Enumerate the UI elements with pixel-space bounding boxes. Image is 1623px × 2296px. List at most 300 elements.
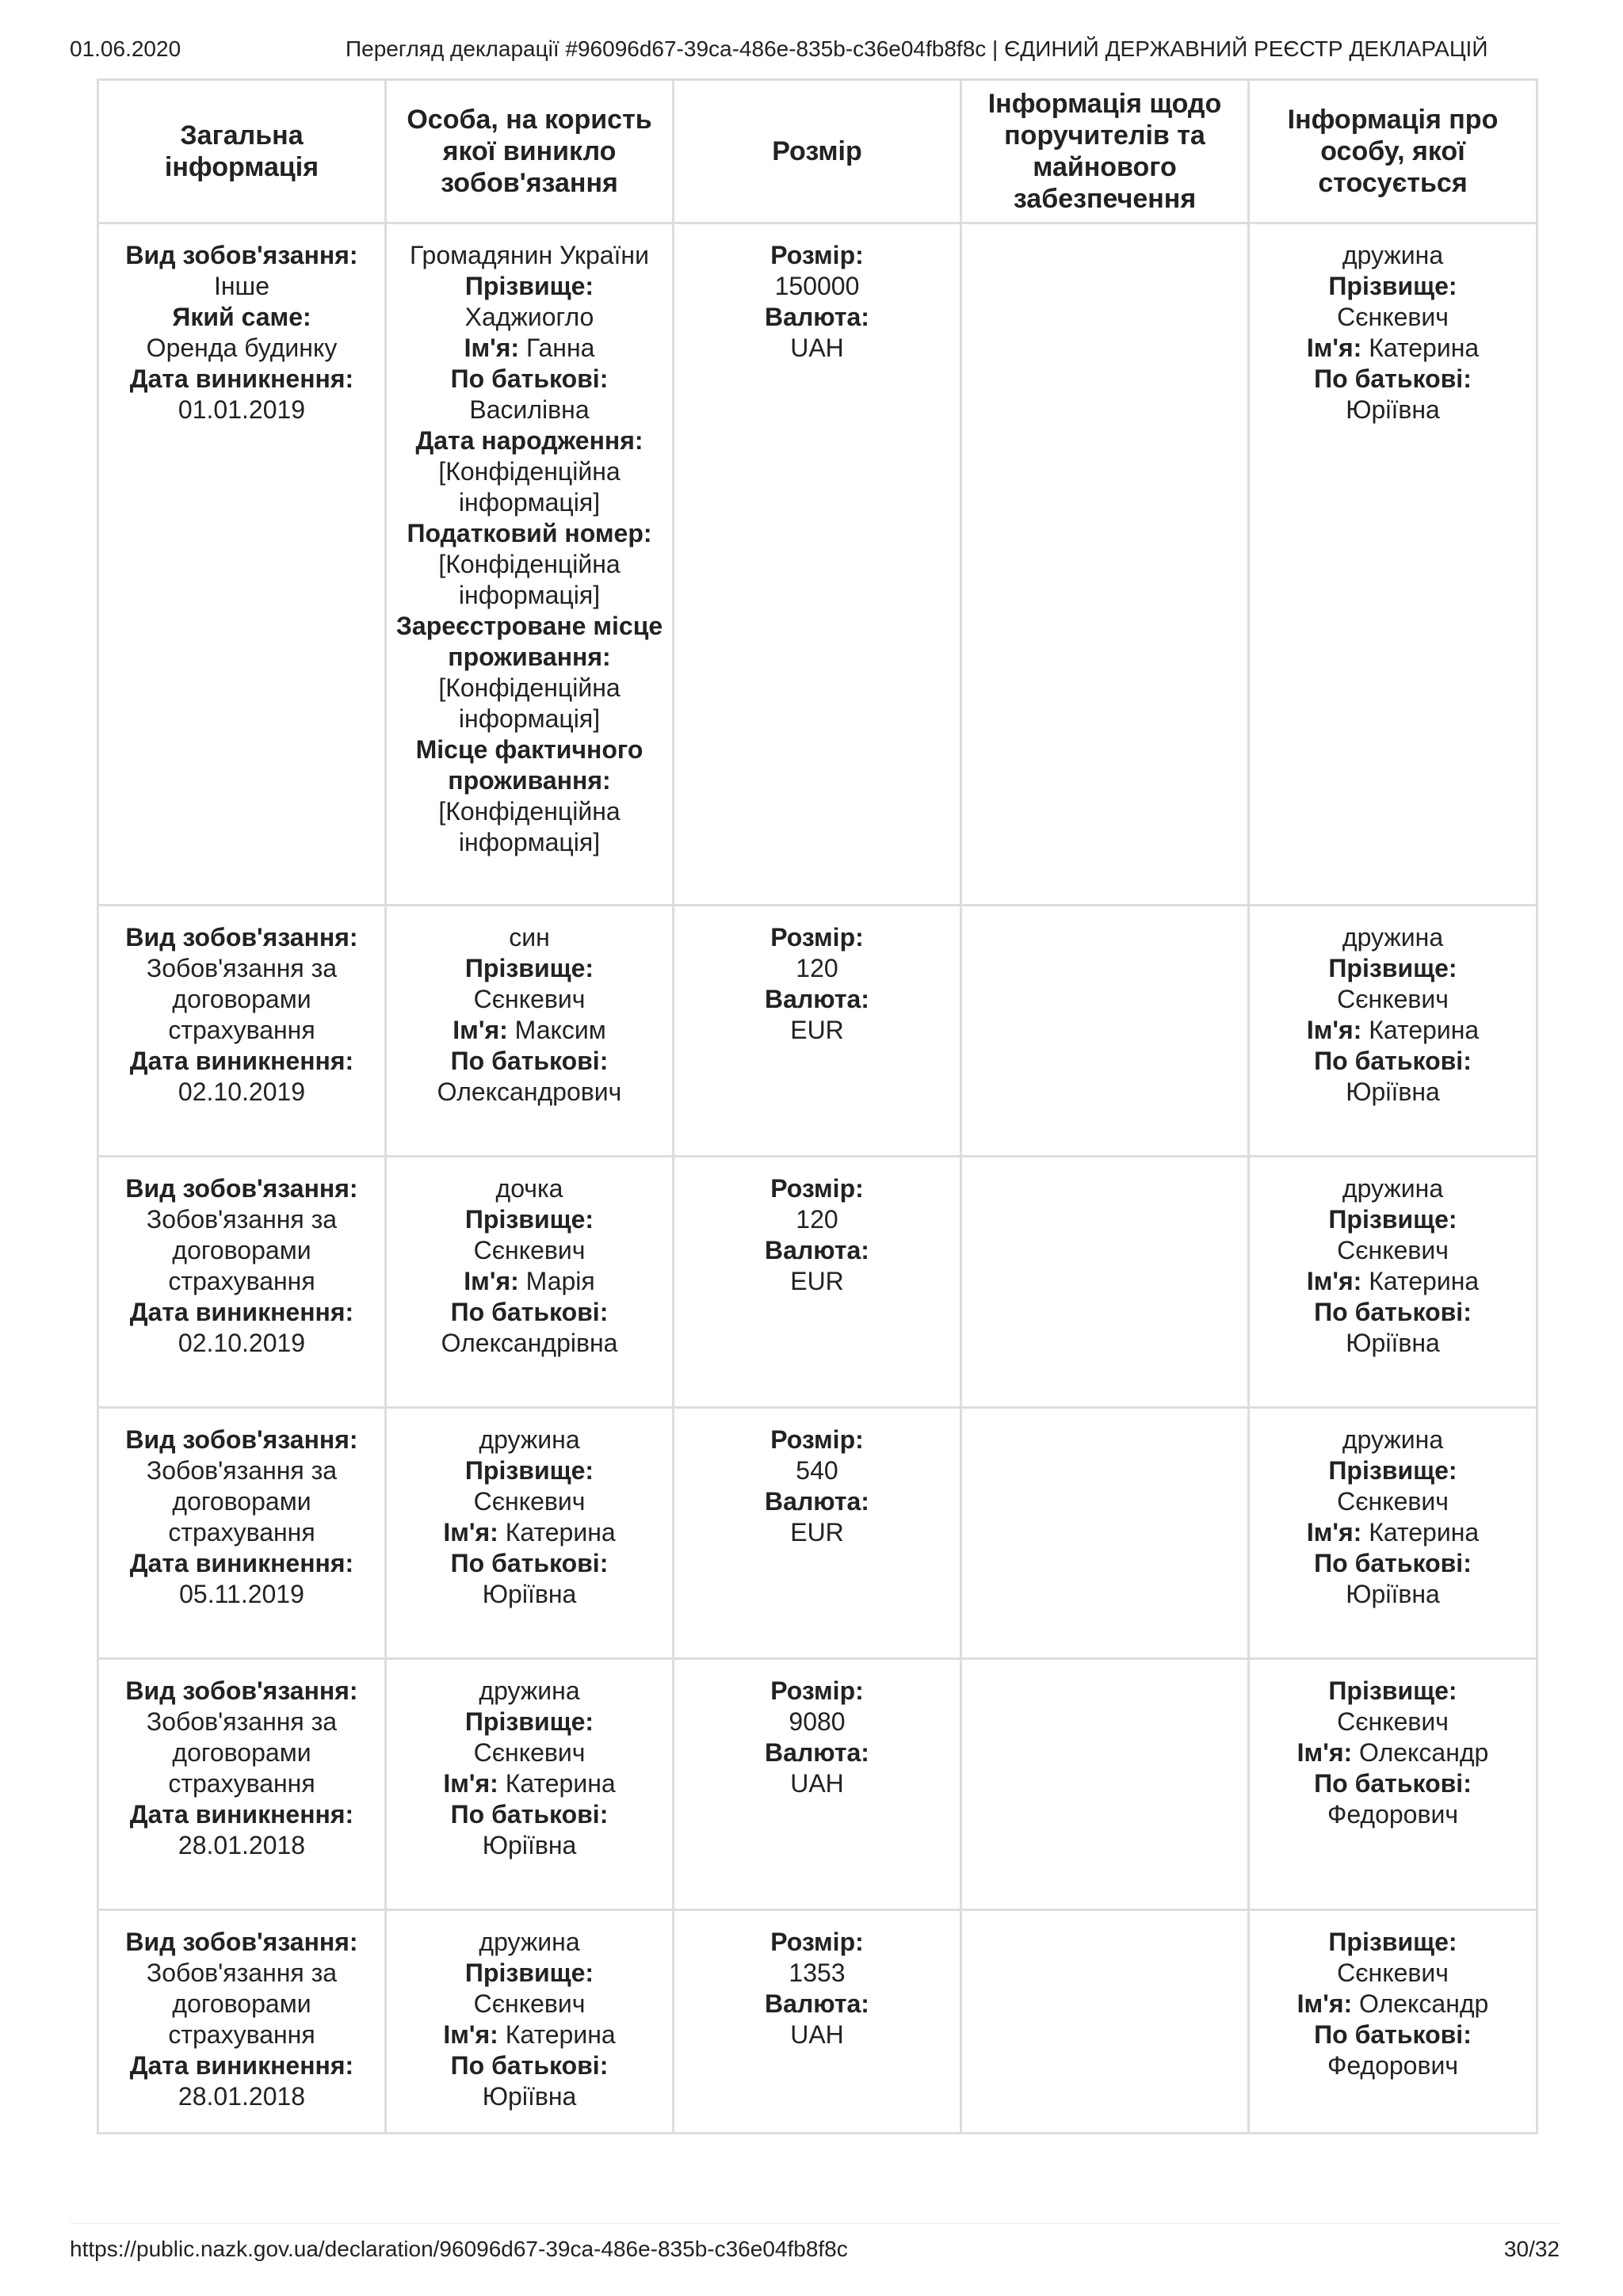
field-value: Максим — [507, 1016, 606, 1044]
field-label: Вид зобов'язання: — [125, 1425, 358, 1454]
field-value-line — [1258, 922, 1528, 953]
field-label-line — [1258, 333, 1528, 364]
field-value-line — [1258, 1328, 1528, 1359]
cell-guarantors — [961, 1910, 1249, 2134]
field-value: Сєнкевич — [1337, 985, 1449, 1013]
field-label-line — [395, 2050, 664, 2081]
field-label-line — [107, 1799, 376, 1830]
field-value: дочка — [495, 1174, 563, 1203]
footer-divider — [70, 2223, 1560, 2224]
field-value: Зобов'язання за договорами страхування — [146, 1456, 338, 1547]
cell-beneficiary — [386, 1408, 674, 1659]
field-label-line — [395, 2019, 664, 2050]
field-value-line — [395, 1579, 664, 1610]
field-label-line — [682, 922, 952, 953]
field-label: Валюта: — [765, 1738, 869, 1767]
column-header-general: Загальна інформація — [98, 80, 386, 223]
field-label: Вид зобов'язання: — [125, 1174, 358, 1203]
field-label-line — [395, 953, 664, 984]
field-label: Прізвище: — [1328, 954, 1457, 982]
cell-guarantors — [961, 223, 1249, 906]
field-label-line — [395, 425, 664, 456]
field-value-line — [107, 1204, 376, 1297]
field-value: 540 — [796, 1456, 838, 1485]
field-value: Олександрівна — [441, 1329, 618, 1357]
field-value-line — [1258, 2050, 1528, 2081]
column-header-guarantors: Інформація щодо поручителів та майнового забезпечення — [961, 80, 1249, 223]
field-label-line — [1258, 2019, 1528, 2050]
cell-size — [674, 223, 961, 906]
field-value: Катерина — [1361, 334, 1480, 362]
field-label: Дата виникнення: — [129, 1800, 354, 1829]
cell-general — [98, 1659, 386, 1910]
field-value-line — [682, 2019, 952, 2050]
field-label-line — [1258, 1204, 1528, 1235]
field-value-line — [395, 673, 664, 734]
field-value: Олександр — [1352, 1989, 1489, 2018]
table-row — [98, 1659, 1537, 1910]
field-label-line — [1258, 1927, 1528, 1958]
field-value: 9080 — [789, 1707, 846, 1736]
cell-size — [674, 1659, 961, 1910]
field-label: По батькові: — [450, 1298, 609, 1326]
field-label: Дата народження: — [415, 426, 643, 455]
field-label-line — [682, 1927, 952, 1958]
field-label: По батькові: — [1314, 1298, 1472, 1326]
field-value: Катерина — [498, 1518, 616, 1547]
field-value: EUR — [790, 1016, 844, 1044]
cell-size — [674, 906, 961, 1157]
page-footer — [70, 2237, 1560, 2268]
field-value-line — [107, 1077, 376, 1108]
field-label-line — [395, 1046, 664, 1077]
field-value-line — [395, 1077, 664, 1108]
field-value: 1353 — [789, 1958, 846, 1987]
field-value-line — [1258, 302, 1528, 333]
field-label-line — [107, 1173, 376, 1204]
field-label: По батькові: — [1314, 364, 1472, 393]
field-value-line — [682, 333, 952, 364]
field-label: Валюта: — [765, 303, 869, 331]
field-value: Сєнкевич — [1337, 1487, 1449, 1516]
header-row — [98, 80, 1537, 223]
cell-guarantors — [961, 1157, 1249, 1408]
cell-concerns — [1249, 1157, 1537, 1408]
field-value-line — [395, 2081, 664, 2112]
field-label: Розмір: — [770, 1425, 864, 1454]
field-value-line — [107, 271, 376, 302]
field-label: Вид зобов'язання: — [125, 1676, 358, 1705]
field-value-line — [395, 1830, 664, 1861]
field-label: Вид зобов'язання: — [125, 241, 358, 269]
field-value: Юріївна — [1346, 395, 1440, 424]
field-label: По батькові: — [450, 1800, 609, 1829]
field-value: Юріївна — [1346, 1580, 1440, 1608]
field-label: По батькові: — [1314, 1769, 1472, 1798]
field-label-line — [395, 1455, 664, 1486]
cell-concerns — [1249, 223, 1537, 906]
cell-size — [674, 1910, 961, 2134]
field-value: [Конфіденційна інформація] — [438, 673, 621, 733]
field-label: Ім'я: — [464, 334, 520, 362]
field-value-line — [107, 1328, 376, 1359]
field-label-line — [107, 922, 376, 953]
field-value-line — [395, 240, 664, 271]
field-label-line — [395, 1768, 664, 1799]
field-label-line — [682, 1173, 952, 1204]
table-row — [98, 1408, 1537, 1659]
field-value: UAH — [790, 2020, 844, 2049]
declaration-url: https://public.nazk.gov.ua/declaration/96096d67-39ca-486e-835b-c36e04fb8f8c — [70, 2237, 848, 2261]
field-label-line — [107, 1046, 376, 1077]
field-value: Федорович — [1327, 1800, 1459, 1829]
field-label-line — [395, 734, 664, 796]
table-row — [98, 906, 1537, 1157]
field-label-line — [395, 518, 664, 549]
cell-general — [98, 1910, 386, 2134]
field-value: Сєнкевич — [1337, 1236, 1449, 1264]
field-label-line — [682, 1425, 952, 1455]
field-value: Юріївна — [1346, 1329, 1440, 1357]
field-value: Громадянин України — [410, 241, 649, 269]
field-value-line — [1258, 1579, 1528, 1610]
cell-size — [674, 1408, 961, 1659]
field-label: По батькові: — [450, 2051, 609, 2080]
field-value: дружина — [1342, 241, 1444, 269]
field-value: Оренда будинку — [146, 334, 338, 362]
field-label: Прізвище: — [1328, 1928, 1457, 1956]
field-value-line — [395, 1676, 664, 1707]
field-label-line — [1258, 271, 1528, 302]
field-value-line — [107, 1455, 376, 1548]
column-header-beneficiary: Особа, на користь якої виникло зобов'язання — [386, 80, 674, 223]
field-label-line — [395, 333, 664, 364]
field-label: Ім'я: — [1306, 334, 1362, 362]
field-label: По батькові: — [1314, 1549, 1472, 1577]
field-value: 150000 — [774, 272, 860, 300]
field-label: Ім'я: — [1296, 1989, 1353, 2018]
field-value: Зобов'язання за договорами страхування — [146, 1958, 338, 2049]
table-body — [98, 223, 1537, 2134]
field-label-line — [395, 611, 664, 673]
field-label-line — [395, 1204, 664, 1235]
cell-general — [98, 906, 386, 1157]
field-value: дружина — [479, 1676, 580, 1705]
field-label: Місце фактичного проживання: — [415, 735, 643, 795]
field-value: UAH — [790, 1769, 844, 1798]
field-label: Прізвище: — [464, 1205, 594, 1234]
field-value: 01.01.2019 — [178, 395, 306, 424]
cell-beneficiary — [386, 906, 674, 1157]
field-label: Прізвище: — [464, 272, 594, 300]
field-value: EUR — [790, 1267, 844, 1295]
field-label: По батькові: — [450, 1047, 609, 1075]
field-label: Ім'я: — [1306, 1267, 1362, 1295]
field-value: 28.01.2018 — [178, 1831, 306, 1859]
field-value-line — [107, 333, 376, 364]
field-label-line — [395, 1707, 664, 1737]
field-value: Марія — [518, 1267, 595, 1295]
field-value-line — [395, 302, 664, 333]
field-value: Хаджиогло — [464, 303, 594, 331]
field-value-line — [395, 1235, 664, 1266]
field-label: Дата виникнення: — [129, 1047, 354, 1075]
field-label-line — [1258, 364, 1528, 395]
field-label: Прізвище: — [464, 1958, 594, 1987]
field-value: Зобов'язання за договорами страхування — [146, 1205, 338, 1295]
field-value-line — [107, 1707, 376, 1799]
field-label: Який саме: — [172, 303, 311, 331]
field-label-line — [1258, 1297, 1528, 1328]
page-number: 30/32 — [1503, 2237, 1560, 2261]
field-value: дружина — [479, 1928, 580, 1956]
cell-guarantors — [961, 1659, 1249, 1910]
field-label-line — [1258, 1548, 1528, 1579]
field-label: Валюта: — [765, 1487, 869, 1516]
field-label-line — [1258, 1676, 1528, 1707]
field-value: Сєнкевич — [1337, 1707, 1449, 1736]
cell-beneficiary — [386, 223, 674, 906]
field-value: [Конфіденційна інформація] — [438, 797, 621, 856]
field-value-line — [1258, 984, 1528, 1015]
page-title: Перегляд декларації #96096d67-39ca-486e-835b-c36e04fb8f8c | ЄДИНИЙ ДЕРЖАВНИЙ РЕЄСТР ДЕКЛАРАЦІЙ — [346, 36, 1488, 61]
field-value: Інше — [213, 272, 270, 300]
field-label: Ім'я: — [453, 1016, 508, 1044]
field-value: Катерина — [1361, 1518, 1480, 1547]
field-label: Вид зобов'язання: — [125, 923, 358, 952]
field-value-line — [1258, 1235, 1528, 1266]
field-value: 05.11.2019 — [179, 1580, 304, 1608]
field-value-line — [682, 953, 952, 984]
field-value: Катерина — [498, 2020, 616, 2049]
field-value: Сєнкевич — [473, 1738, 586, 1767]
field-value-line — [1258, 1958, 1528, 1989]
field-label-line — [1258, 1015, 1528, 1046]
field-label-line — [395, 271, 664, 302]
cell-general — [98, 1157, 386, 1408]
field-value: 120 — [796, 1205, 838, 1234]
field-value-line — [682, 1958, 952, 1989]
field-label-line — [682, 1676, 952, 1707]
field-value-line — [1258, 395, 1528, 425]
table-head — [98, 80, 1537, 223]
field-value-line — [682, 271, 952, 302]
field-value-line — [682, 1204, 952, 1235]
field-label: Ім'я: — [464, 1267, 519, 1295]
field-label-line — [395, 1958, 664, 1989]
table-row — [98, 1157, 1537, 1408]
field-value: Сєнкевич — [473, 1487, 586, 1516]
field-value: EUR — [790, 1518, 844, 1547]
field-label: Ім'я: — [1306, 1016, 1362, 1044]
field-value: Василівна — [469, 395, 590, 424]
cell-concerns — [1249, 1408, 1537, 1659]
field-label: По батькові: — [450, 364, 609, 393]
field-value: Юріївна — [1346, 1077, 1440, 1106]
field-label-line — [682, 240, 952, 271]
cell-size — [674, 1157, 961, 1408]
field-label: Ім'я: — [443, 2020, 498, 2049]
field-label: Податковий номер: — [407, 519, 652, 547]
field-value: Федорович — [1327, 2051, 1459, 2080]
field-value-line — [682, 1015, 952, 1046]
field-label: Розмір: — [770, 1928, 864, 1956]
column-header-concerns: Інформація про особу, якої стосується — [1249, 80, 1537, 223]
field-label-line — [395, 1548, 664, 1579]
field-label-line — [1258, 1455, 1528, 1486]
field-value-line — [107, 953, 376, 1046]
field-label-line — [1258, 1046, 1528, 1077]
field-value-line — [682, 1266, 952, 1297]
field-value: [Конфіденційна інформація] — [438, 457, 621, 517]
field-value-line — [1258, 1707, 1528, 1737]
field-value: 02.10.2019 — [178, 1077, 306, 1106]
field-label-line — [682, 1737, 952, 1768]
field-value: Сєнкевич — [473, 985, 586, 1013]
field-label: Розмір: — [770, 923, 864, 952]
field-value-line — [1258, 1173, 1528, 1204]
field-value: син — [509, 923, 550, 952]
field-value-line — [107, 1830, 376, 1861]
column-header-size: Розмір — [674, 80, 961, 223]
field-value: Сєнкевич — [473, 1989, 586, 2018]
field-value: [Конфіденційна інформація] — [438, 550, 621, 609]
field-value-line — [1258, 1799, 1528, 1830]
field-value: Ганна — [519, 334, 595, 362]
field-value-line — [395, 1989, 664, 2019]
field-value-line — [1258, 1077, 1528, 1108]
field-label: Дата виникнення: — [129, 2051, 354, 2080]
field-label: Валюта: — [765, 1236, 869, 1264]
field-label-line — [107, 240, 376, 271]
field-label-line — [107, 2050, 376, 2081]
field-label: Прізвище: — [464, 1707, 594, 1736]
field-value-line — [1258, 240, 1528, 271]
field-value: Зобов'язання за договорами страхування — [146, 954, 338, 1044]
field-value: Юріївна — [482, 2082, 577, 2111]
field-label: Прізвище: — [1328, 1676, 1457, 1705]
field-value-line — [682, 1455, 952, 1486]
field-label-line — [107, 1548, 376, 1579]
liabilities-table — [97, 78, 1538, 2134]
cell-concerns — [1249, 1659, 1537, 1910]
field-label: Дата виникнення: — [129, 1298, 354, 1326]
field-value-line — [682, 1768, 952, 1799]
field-label-line — [682, 302, 952, 333]
field-label: Розмір: — [770, 241, 864, 269]
field-value-line — [107, 395, 376, 425]
field-value-line — [395, 984, 664, 1015]
field-label-line — [395, 1517, 664, 1548]
field-value: UAH — [790, 334, 844, 362]
cell-general — [98, 223, 386, 906]
cell-general — [98, 1408, 386, 1659]
field-label: По батькові: — [1314, 1047, 1472, 1075]
field-value: 28.01.2018 — [178, 2082, 306, 2111]
field-value: Зобов'язання за договорами страхування — [146, 1707, 338, 1798]
field-label: Розмір: — [770, 1174, 864, 1203]
field-label: Ім'я: — [1306, 1518, 1362, 1547]
cell-beneficiary — [386, 1910, 674, 2134]
field-label-line — [1258, 1768, 1528, 1799]
field-value: Катерина — [498, 1769, 616, 1798]
field-value-line — [682, 1517, 952, 1548]
field-label: Валюта: — [765, 985, 869, 1013]
field-label: Прізвище: — [1328, 1456, 1457, 1485]
field-value: Юріївна — [482, 1831, 577, 1859]
field-label-line — [395, 1799, 664, 1830]
field-label-line — [107, 1927, 376, 1958]
field-label-line — [107, 1297, 376, 1328]
field-value-line — [1258, 1425, 1528, 1455]
field-label-line — [682, 1486, 952, 1517]
field-label-line — [682, 1989, 952, 2019]
field-label: Ім'я: — [443, 1769, 498, 1798]
field-label: Вид зобов'язання: — [125, 1928, 358, 1956]
field-label-line — [682, 984, 952, 1015]
field-value: Катерина — [1361, 1267, 1480, 1295]
field-value: Олександрович — [437, 1077, 622, 1106]
field-label-line — [1258, 1989, 1528, 2019]
field-value: Сєнкевич — [1337, 303, 1449, 331]
field-label-line — [1258, 953, 1528, 984]
cell-concerns — [1249, 1910, 1537, 2134]
field-value-line — [1258, 1486, 1528, 1517]
field-label: Валюта: — [765, 1989, 869, 2018]
field-label: По батькові: — [1314, 2020, 1472, 2049]
field-label: Прізвище: — [1328, 1205, 1457, 1234]
field-label-line — [107, 364, 376, 395]
field-value: Сєнкевич — [473, 1236, 586, 1264]
field-value-line — [395, 456, 664, 518]
field-value: дружина — [1342, 1425, 1444, 1454]
field-label-line — [395, 1015, 664, 1046]
field-value-line — [107, 1579, 376, 1610]
field-value: 02.10.2019 — [178, 1329, 306, 1357]
cell-guarantors — [961, 1408, 1249, 1659]
field-value-line — [395, 1927, 664, 1958]
cell-guarantors — [961, 906, 1249, 1157]
field-value-line — [682, 1707, 952, 1737]
field-value: Олександр — [1352, 1738, 1489, 1767]
cell-concerns — [1249, 906, 1537, 1157]
field-value: Сєнкевич — [1337, 1958, 1449, 1987]
field-label-line — [1258, 1737, 1528, 1768]
field-value-line — [395, 1328, 664, 1359]
field-label-line — [1258, 1517, 1528, 1548]
field-label: Дата виникнення: — [129, 1549, 354, 1577]
table-row — [98, 1910, 1537, 2134]
field-label: Розмір: — [770, 1676, 864, 1705]
field-label-line — [107, 1425, 376, 1455]
field-value-line — [395, 1737, 664, 1768]
field-value: дружина — [1342, 923, 1444, 952]
field-label: Прізвище: — [1328, 272, 1457, 300]
table-row — [98, 223, 1537, 906]
cell-beneficiary — [386, 1659, 674, 1910]
field-value-line — [395, 1425, 664, 1455]
field-label: Прізвище: — [464, 1456, 594, 1485]
field-value: Юріївна — [482, 1580, 577, 1608]
field-label: Дата виникнення: — [129, 364, 354, 393]
field-label-line — [107, 302, 376, 333]
page-header — [70, 36, 1560, 68]
field-value-line — [107, 2081, 376, 2112]
field-value-line — [395, 1486, 664, 1517]
field-label-line — [395, 1297, 664, 1328]
field-label-line — [395, 364, 664, 395]
field-label-line — [107, 1676, 376, 1707]
